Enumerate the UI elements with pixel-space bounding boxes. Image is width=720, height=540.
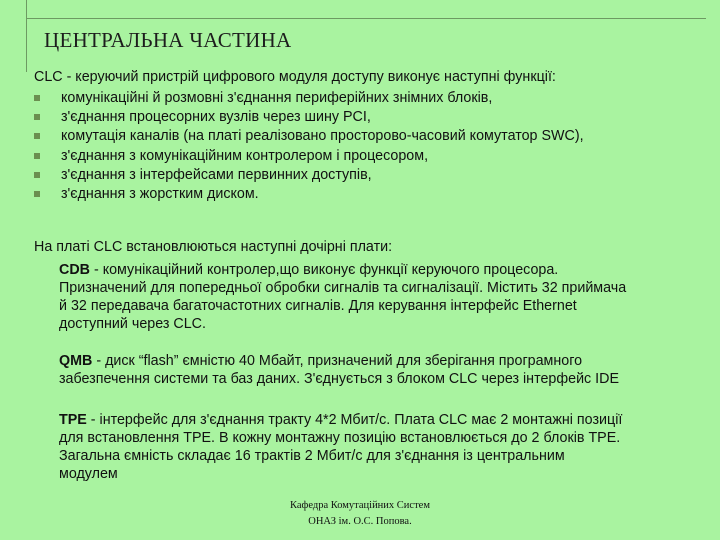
- board-line: доступний через CLC.: [59, 316, 206, 332]
- frame-horizontal-line: [26, 18, 706, 19]
- board-qmb-paragraph: [59, 352, 709, 388]
- list-item: комунікаційні й розмовні з'єднання периферійних знімних блоків,: [34, 89, 584, 108]
- board-name: QMB: [59, 353, 93, 369]
- board-name: CDB: [59, 262, 90, 278]
- board-line: модулем: [59, 466, 118, 482]
- boards-intro-text: На платі CLC встановлюються наступні дочірні плати:: [34, 239, 393, 255]
- bullet-marker: [34, 114, 40, 120]
- functions-list: [34, 89, 584, 204]
- board-line: CDB - комунікаційний контролер,що виконує функції керуючого процесора.: [59, 262, 559, 278]
- slide-title: ЦЕНТРАЛЬНА ЧАСТИНА: [44, 28, 292, 52]
- list-item: комутація каналів (на платі реалізовано просторово-часовий комутатор SWC),: [34, 127, 584, 146]
- list-item: з'єднання з інтерфейсами первинних доступів,: [34, 166, 584, 185]
- list-item: з'єднання з жорстким диском.: [34, 185, 584, 204]
- board-tpe-paragraph: [59, 411, 709, 483]
- footer: [0, 498, 720, 530]
- board-line: TPE - інтерфейс для з'єднання тракту 4*2 Мбит/с. Плата CLC має 2 монтажні позиції: [59, 412, 623, 428]
- board-line: Призначений для попередньої обробки сигналів та сигналізації. Містить 32 приймача: [59, 280, 627, 296]
- board-line: для встановлення TPE. В кожну монтажну позицію встановлюється до 2 блоків TPE.: [59, 430, 621, 446]
- footer-department: Кафедра Комутаційних Систем: [290, 500, 430, 511]
- bullet-marker: [34, 133, 40, 139]
- board-line: забезпечення системи та баз даних. З'єднується з блоком CLC через інтерфейс IDE: [59, 371, 620, 387]
- bullet-marker: [34, 191, 40, 197]
- footer-university: ОНАЗ ім. О.С. Попова.: [308, 516, 412, 527]
- list-item: з'єднання з комунікаційним контролером і процесором,: [34, 147, 584, 166]
- bullet-marker: [34, 172, 40, 178]
- board-line: QMB - диск “flash” ємністю 40 Мбайт, призначений для зберігання програмного: [59, 353, 583, 369]
- board-line: Загальна ємність складає 16 трактів 2 Мбит/с для з'єднання із центральним: [59, 448, 565, 464]
- intro-text: CLC - керуючий пристрій цифрового модуля доступу виконує наступні функції:: [34, 69, 556, 85]
- bullet-marker: [34, 153, 40, 159]
- board-name: TPE: [59, 412, 87, 428]
- list-item: з'єднання процесорних вузлів через шину PCI,: [34, 108, 584, 127]
- bullet-marker: [34, 95, 40, 101]
- board-line: й 32 передавача багаточастотних сигналів. Для керування інтерфейс Ethernet: [59, 298, 577, 314]
- board-cdb-paragraph: [59, 261, 709, 333]
- frame-vertical-line: [26, 0, 27, 72]
